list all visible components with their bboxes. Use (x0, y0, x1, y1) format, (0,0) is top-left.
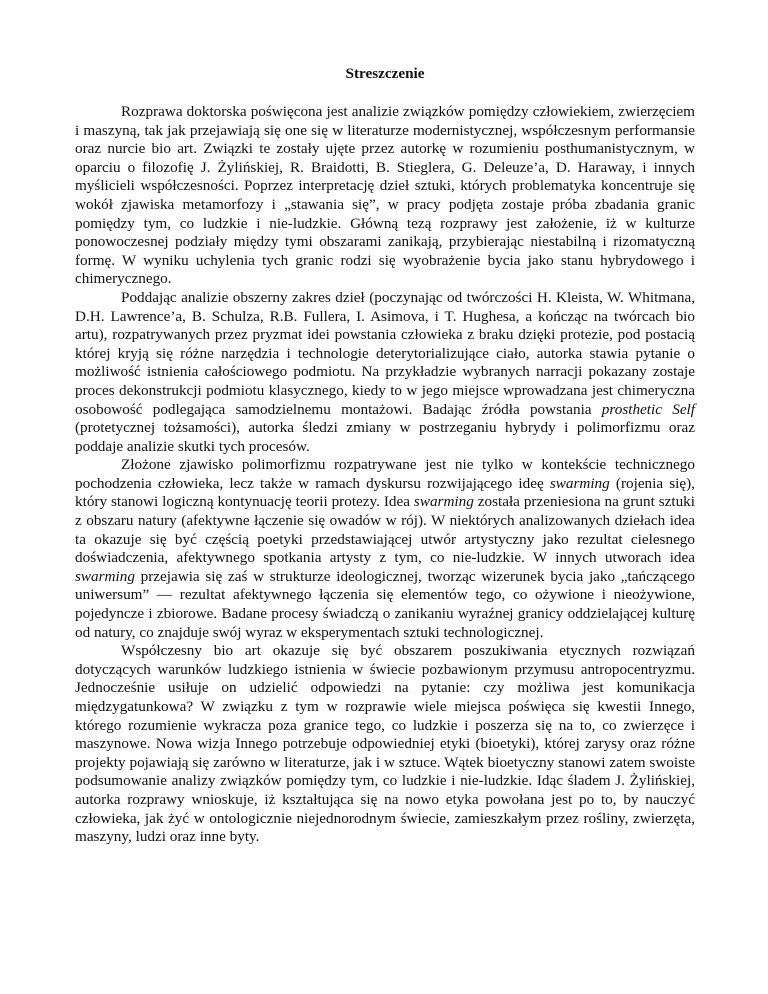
text-segment: Współczesny bio art okazuje się być obszarem poszukiwania etycznych rozwiązań dotyczących warunków ludzkiego istnienia w świecie pozbawionym przymusu antropocentryzmu. Jednocześnie usiłuje on udzielić odpowiedzi na pytanie: czy możliwa jest komunikacja międzygatunkowa? W związku z tym w rozprawie wiele miejsca poświęca się kwestii Innego, którego rozumienie wykracza poza granice tego, co ludzkie i poszerza się na to, co zwierzęce i maszynowe. Nowa wizja Innego potrzebuje odpowiedniej etyki (bioetyki), której zarysy oraz różne projekty pojawiają się zarówno w literaturze, jak i w sztuce. Wątek bioetyczny stanowi zatem swoiste podsumowanie analizy związków pomiędzy tym, co ludzkie i nie-ludzkie. Idąc śladem J. Żylińskiej, autorka rozprawy wnioskuje, iż kształtująca się na nowo etyka powołana jest po to, by nauczyć człowieka, jak żyć w ontologicznie niejednorodnym świecie, zamieszkałym przez rośliny, zwierzęta, maszyny, ludzi oraz inne byty. (75, 642, 695, 846)
italic-term: swarming (75, 567, 135, 585)
paragraph-3 (75, 456, 695, 642)
text-segment: przejawia się zaś w strukturze ideologicznej, tworząc wizerunek bycia jako „tańczącego uniwersum” — rezultat afektywnego łączenia się elementów tego, co ożywione i nieożywione, pojedyncze i zbiorowe. Badane procesy świadczą o zanikaniu wyraźnej granicy oddzielającej kulturę od natury, co znajduje swój wyraz w eksperymentach sztuki technologicznej. (75, 567, 695, 641)
paragraph-4 (75, 642, 695, 847)
text-segment: Rozprawa doktorska poświęcona jest analizie związków pomiędzy człowiekiem, zwierzęciem i maszyną, tak jak przejawiają się one się w literaturze modernistycznej, współczesnym performansie oraz nurcie bio art. Związki te zostały ujęte przez autorkę w rozumieniu posthumanistycznym, w oparciu o filozofię J. Żylińskiej, R. Braidotti, B. Stieglera, G. Deleuze’a, D. Haraway, i innych myślicieli współczesności. Poprzez interpretację dzieł sztuki, których problematyka koncentruje się wokół zjawiska metamorfozy i „stawania się”, w pracy podjęta zostaje próba zbadania granic pomiędzy tym, co ludzkie i nie-ludzkie. Główną tezą rozprawy jest założenie, iż w kulturze ponowoczesnej podziały między tymi obszarami zanikają, przybierając niestabilną i rizomatyczną formę. W wyniku uchylenia tych granic rodzi się wyobrażenie bycia jako stanu hybrydowego i chimerycznego. (75, 103, 695, 288)
italic-term: swarming (549, 474, 610, 492)
text-segment: Poddając analizie obszerny zakres dzieł (poczynając od twórczości H. Kleista, W. Whitmana, D.H. Lawrence’a, B. Schulza, R.B. Fullera, I. Asimova, i T. Hughesa, a kończąc na twórcach bio artu), rozpatrywanych przez pryzmat idei powstania człowieka z braku dzięki protezie, pod postacią której kryją się różne narzędzia i technologie deterytorializujące ciało, autorka stawia pytanie o możliwość istnienia całościowego podmiotu. Na przykładzie wybranych narracji pokazany zostaje proces dekonstrukcji podmiotu klasycznego, kiedy to w jego miejsce wprowadzana jest chimeryczna osobowość podlegająca samodzielnemu montażowi. Badając źródła powstania (75, 288, 695, 418)
paragraph-2 (75, 289, 695, 456)
text-segment: (protetycznej tożsamości), autorka śledzi zmiany w postrzeganiu hybrydy i polimorfizmu oraz poddaje analizie skutki tych procesów. (75, 419, 695, 455)
italic-term: swarming (413, 493, 474, 511)
paragraph-1 (75, 103, 695, 289)
text-segment: Złożone zjawisko polimorfizmu rozpatrywane jest nie tylko w kontekście technicznego pochodzenia człowieka, lecz także w ramach dyskursu rozwijającego ideę (75, 456, 695, 492)
text-segment: (rojenia się), który stanowi logiczną kontynuację teorii protezy. Idea (75, 474, 695, 511)
page-title: Streszczenie (345, 65, 425, 82)
italic-term: prosthetic Self (601, 400, 695, 418)
text-segment: została przeniesiona na grunt sztuki z obszaru natury (afektywne łączenie się owadów w rój). W niektórych analizowanych dziełach idea ta okazuje się być częścią poetyki przedstawiającej utwór artystyczny jako rezultat cielesnego doświadczenia, afektywnego spotkania artysty z tym, co nie-ludzkie. W innych utworach idea (75, 493, 695, 567)
document-page (75, 65, 695, 847)
